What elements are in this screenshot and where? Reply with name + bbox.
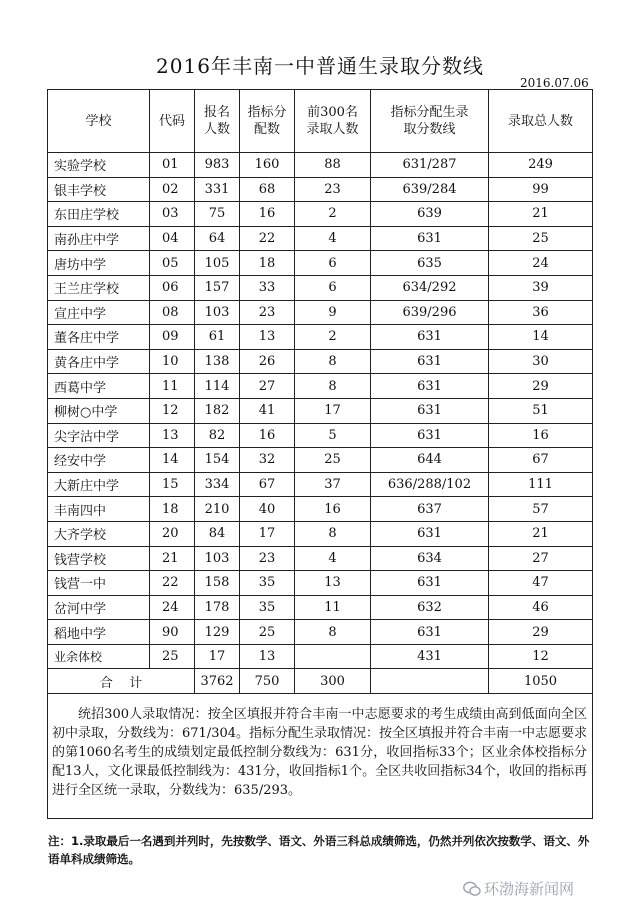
table-row (48, 620, 593, 645)
cell-code: 03 (150, 202, 195, 227)
table-row (48, 275, 593, 300)
cell-applicants: 182 (195, 398, 240, 423)
cell-quota-score: 631 (371, 374, 489, 399)
cell-quota: 35 (240, 595, 295, 620)
cell-quota-score: 631 (371, 325, 489, 350)
cell-top300: 6 (295, 251, 371, 276)
table-row (48, 153, 593, 178)
cell-total-admitted: 21 (489, 521, 593, 546)
header-quota-score: 指标分配生录取分数线 (371, 90, 489, 153)
cell-top300: 8 (295, 349, 371, 374)
cell-quota: 23 (240, 546, 295, 571)
cell-school: 岔河中学 (48, 595, 150, 620)
cell-code: 12 (150, 398, 195, 423)
cell-school: 稻地中学 (48, 620, 150, 645)
cell-total-admitted: 99 (489, 177, 593, 202)
cell-quota: 25 (240, 620, 295, 645)
cell-quota-score: 631 (371, 620, 489, 645)
cell-applicants: 105 (195, 251, 240, 276)
cell-applicants: 61 (195, 325, 240, 350)
cell-total-admitted: 39 (489, 275, 593, 300)
table-row (48, 448, 593, 473)
total-label: 合 计 (48, 669, 195, 694)
cell-school: 柳树○中学 (48, 398, 150, 423)
cell-quota: 27 (240, 374, 295, 399)
cell-quota-score: 631/287 (371, 153, 489, 178)
cell-quota: 160 (240, 153, 295, 178)
cell-total-admitted: 46 (489, 595, 593, 620)
cell-quota: 13 (240, 644, 295, 669)
cell-top300: 4 (295, 546, 371, 571)
cell-code: 13 (150, 423, 195, 448)
cell-applicants: 103 (195, 300, 240, 325)
cell-code: 11 (150, 374, 195, 399)
cell-code: 21 (150, 546, 195, 571)
table-row (48, 226, 593, 251)
cell-top300: 2 (295, 325, 371, 350)
cell-top300: 11 (295, 595, 371, 620)
cell-code: 01 (150, 153, 195, 178)
cell-school: 银丰学校 (48, 177, 150, 202)
cell-top300: 13 (295, 571, 371, 596)
cell-quota-score: 631 (371, 571, 489, 596)
cell-code: 09 (150, 325, 195, 350)
cell-school: 钱营学校 (48, 546, 150, 571)
cell-applicants: 64 (195, 226, 240, 251)
total-admitted: 1050 (489, 669, 593, 694)
cell-total-admitted: 24 (489, 251, 593, 276)
table-row (48, 177, 593, 202)
cell-top300: 17 (295, 398, 371, 423)
cell-quota-score: 431 (371, 644, 489, 669)
cell-school: 大新庄中学 (48, 472, 150, 497)
cell-applicants: 157 (195, 275, 240, 300)
cell-applicants: 334 (195, 472, 240, 497)
total-quota-score (371, 669, 489, 694)
cell-top300: 5 (295, 423, 371, 448)
cell-quota-score: 639/284 (371, 177, 489, 202)
table-row (48, 325, 593, 350)
cell-top300: 25 (295, 448, 371, 473)
cell-quota: 40 (240, 497, 295, 522)
cell-total-admitted: 12 (489, 644, 593, 669)
cell-quota-score: 634/292 (371, 275, 489, 300)
watermark (463, 878, 574, 899)
table-row (48, 472, 593, 497)
cell-school: 宣庄中学 (48, 300, 150, 325)
cell-applicants: 103 (195, 546, 240, 571)
cell-quota: 23 (240, 300, 295, 325)
cell-school: 黄各庄中学 (48, 349, 150, 374)
cell-total-admitted: 30 (489, 349, 593, 374)
table-row (48, 202, 593, 227)
cell-quota-score: 639 (371, 202, 489, 227)
cell-quota: 18 (240, 251, 295, 276)
table-row (48, 521, 593, 546)
cell-code: 04 (150, 226, 195, 251)
total-applicants: 3762 (195, 669, 240, 694)
cell-applicants: 114 (195, 374, 240, 399)
cell-quota-score: 644 (371, 448, 489, 473)
table-row (48, 546, 593, 571)
header-row (48, 90, 593, 153)
cell-top300 (295, 644, 371, 669)
cell-quota-score: 631 (371, 226, 489, 251)
cell-quota-score: 637 (371, 497, 489, 522)
cell-school: 业余体校 (48, 644, 150, 669)
cell-school: 东田庄学校 (48, 202, 150, 227)
cell-total-admitted: 21 (489, 202, 593, 227)
cell-quota: 16 (240, 423, 295, 448)
cell-quota: 17 (240, 521, 295, 546)
table-row (48, 595, 593, 620)
cell-school: 钱营一中 (48, 571, 150, 596)
cell-code: 25 (150, 644, 195, 669)
cell-code: 14 (150, 448, 195, 473)
cell-top300: 8 (295, 620, 371, 645)
wechat-icon (463, 881, 481, 897)
cell-total-admitted: 25 (489, 226, 593, 251)
cell-quota-score: 635 (371, 251, 489, 276)
cell-school: 丰南四中 (48, 497, 150, 522)
cell-code: 22 (150, 571, 195, 596)
total-quota: 750 (240, 669, 295, 694)
cell-code: 06 (150, 275, 195, 300)
cell-quota: 22 (240, 226, 295, 251)
cell-school: 大齐学校 (48, 521, 150, 546)
cell-code: 20 (150, 521, 195, 546)
cell-top300: 37 (295, 472, 371, 497)
cell-top300: 8 (295, 374, 371, 399)
cell-quota-score: 631 (371, 521, 489, 546)
cell-quota: 67 (240, 472, 295, 497)
cell-quota: 32 (240, 448, 295, 473)
cell-code: 18 (150, 497, 195, 522)
cell-quota: 41 (240, 398, 295, 423)
summary-text: 统招300人录取情况：按全区填报并符合丰南一中志愿要求的考生成绩由高到低面向全区初中录取，分数线为：671/304。指标分配生录取情况：按全区填报并符合丰南一中志愿要求的第1060名考生的成绩划定最低控制分数线为：631分，收回指标33个；区业余体校指标分配13人，文化课最低控制线为：431分，收回指标1个。全区共收回指标34个，收回的指标再进行全区统一录取，分数线为：635/293。 (52, 707, 588, 798)
cell-code: 05 (150, 251, 195, 276)
footnote: 注：1.录取最后一名遇到并列时，先按数学、语文、外语三科总成绩筛选，仍然并列依次按数学、语文、外语单科成绩筛选。 (48, 834, 590, 866)
header-total-admitted: 录取总人数 (489, 90, 593, 153)
cell-school: 尖字沽中学 (48, 423, 150, 448)
cell-applicants: 178 (195, 595, 240, 620)
cell-code: 02 (150, 177, 195, 202)
cell-school: 实验学校 (48, 153, 150, 178)
cell-school: 西葛中学 (48, 374, 150, 399)
page-title: 2016年丰南一中普通生录取分数线 (156, 54, 484, 78)
table-row (48, 349, 593, 374)
cell-quota: 68 (240, 177, 295, 202)
cell-top300: 23 (295, 177, 371, 202)
header-code: 代码 (150, 90, 195, 153)
cell-quota-score: 631 (371, 349, 489, 374)
table-row (48, 571, 593, 596)
header-quota: 指标分配数 (240, 90, 295, 153)
cell-total-admitted: 29 (489, 620, 593, 645)
cell-total-admitted: 111 (489, 472, 593, 497)
cell-total-admitted: 14 (489, 325, 593, 350)
cell-applicants: 75 (195, 202, 240, 227)
table-row (48, 374, 593, 399)
cell-school: 经安中学 (48, 448, 150, 473)
table-row (48, 398, 593, 423)
cell-top300: 6 (295, 275, 371, 300)
cell-total-admitted: 67 (489, 448, 593, 473)
table-row (48, 251, 593, 276)
cell-applicants: 84 (195, 521, 240, 546)
date-label: 2016.07.06 (520, 76, 589, 90)
cell-school: 唐坊中学 (48, 251, 150, 276)
header-applicants: 报名人数 (195, 90, 240, 153)
cell-applicants: 331 (195, 177, 240, 202)
cell-quota: 13 (240, 325, 295, 350)
cell-quota: 26 (240, 349, 295, 374)
cell-school: 王兰庄学校 (48, 275, 150, 300)
cell-applicants: 138 (195, 349, 240, 374)
cell-quota: 16 (240, 202, 295, 227)
watermark-text: 环渤海新闻网 (484, 880, 575, 898)
cell-top300: 4 (295, 226, 371, 251)
cell-top300: 8 (295, 521, 371, 546)
cell-code: 24 (150, 595, 195, 620)
cell-code: 90 (150, 620, 195, 645)
table-row (48, 300, 593, 325)
total-top300: 300 (295, 669, 371, 694)
cell-applicants: 210 (195, 497, 240, 522)
cell-total-admitted: 36 (489, 300, 593, 325)
cell-total-admitted: 29 (489, 374, 593, 399)
table-row (48, 423, 593, 448)
cell-applicants: 983 (195, 153, 240, 178)
cell-total-admitted: 57 (489, 497, 593, 522)
cell-total-admitted: 249 (489, 153, 593, 178)
table-row (48, 497, 593, 522)
cell-total-admitted: 16 (489, 423, 593, 448)
cell-applicants: 129 (195, 620, 240, 645)
cell-school: 董各庄中学 (48, 325, 150, 350)
cell-quota-score: 639/296 (371, 300, 489, 325)
cell-code: 15 (150, 472, 195, 497)
cell-applicants: 17 (195, 644, 240, 669)
header-top300: 前300名录取人数 (295, 90, 371, 153)
cell-top300: 88 (295, 153, 371, 178)
cell-code: 08 (150, 300, 195, 325)
cell-quota-score: 634 (371, 546, 489, 571)
cell-quota-score: 631 (371, 398, 489, 423)
cell-total-admitted: 47 (489, 571, 593, 596)
cell-applicants: 154 (195, 448, 240, 473)
cell-quota-score: 632 (371, 595, 489, 620)
cell-quota-score: 636/288/102 (371, 472, 489, 497)
cell-code: 10 (150, 349, 195, 374)
cell-top300: 9 (295, 300, 371, 325)
table-row (48, 644, 593, 669)
cell-top300: 16 (295, 497, 371, 522)
total-row (48, 669, 593, 694)
cell-quota: 35 (240, 571, 295, 596)
cell-total-admitted: 27 (489, 546, 593, 571)
cell-school: 南孙庄中学 (48, 226, 150, 251)
header-school: 学校 (48, 90, 150, 153)
cell-top300: 2 (295, 202, 371, 227)
cell-quota: 33 (240, 275, 295, 300)
cell-quota-score: 631 (371, 423, 489, 448)
cell-applicants: 158 (195, 571, 240, 596)
cell-total-admitted: 51 (489, 398, 593, 423)
cell-applicants: 82 (195, 423, 240, 448)
